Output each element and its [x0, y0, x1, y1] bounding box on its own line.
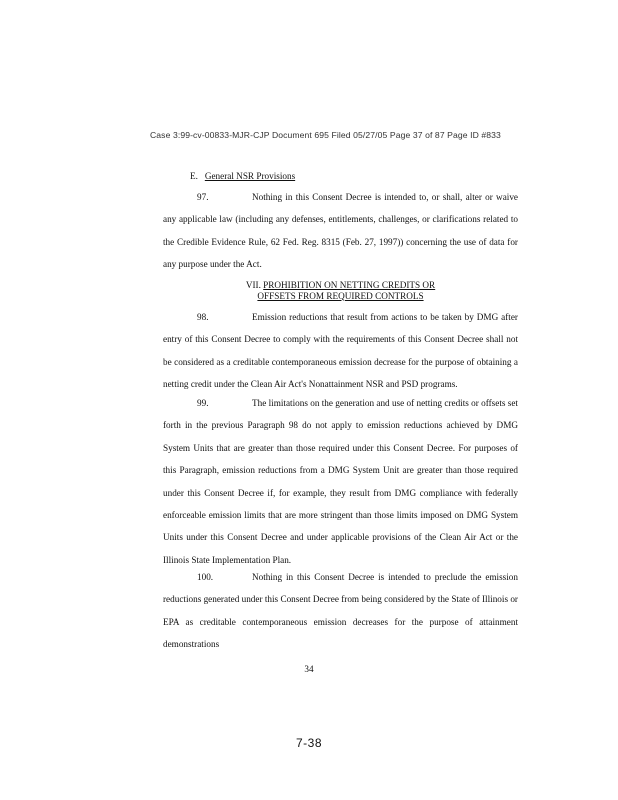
subsection-title: General NSR Provisions [204, 171, 296, 181]
paragraph-text: Emission reductions that result from actions to be taken by DMG after entry of this Consent Decree to comply with the requirements of this Consent Decree shall not be considered as a creditable contemporaneous emission decrease for the purpose of obtaining a netting credit under the Clean Air Act's Nonattainment NSR and PSD programs. [163, 312, 518, 390]
paragraph-97 [163, 186, 518, 276]
section-title-line-1 [163, 280, 518, 291]
court-filing-header: Case 3:99-cv-00833-MJR-CJP Document 695 Filed 05/27/05 Page 37 of 87 Page ID #833 [150, 130, 501, 140]
paragraph-99 [163, 392, 518, 571]
paragraph-100 [163, 566, 518, 656]
paragraph-98 [163, 306, 518, 396]
paragraph-number: 100. [197, 572, 214, 582]
paragraph-number: 99. [197, 398, 209, 408]
section-title-text-1: PROHIBITION ON NETTING CREDITS OR [263, 280, 436, 290]
section-title-line-2: OFFSETS FROM REQUIRED CONTROLS [257, 290, 424, 301]
paragraph-text: The limitations on the generation and use of netting credits or offsets set forth in the previous Paragraph 98 do not apply to emission reductions achieved by DMG System Units that are greater than those required under this Consent Decree. For purposes of this Paragraph, emission reductions from a DMG System Unit are greater than those required under this Consent Decree if, for example, they result from DMG compliance with federally enforceable emission limits that are more stringent than those limits imposed on DMG System Units under this Consent Decree and under applicable provisions of the Clean Air Act or the Illinois State Implementation Plan. [163, 398, 518, 565]
footer-page-number: 7-38 [295, 736, 323, 750]
subsection-label: E. [190, 171, 198, 181]
subsection-heading [190, 171, 295, 181]
paragraph-number: 97. [197, 192, 209, 202]
section-number: VII. [245, 280, 261, 290]
paragraph-text: Nothing in this Consent Decree is intended to preclude the emission reductions generated under this Consent Decree from being considered by the State of Illinois or EPA as creditable contemporaneous emission decreases for the purpose of attainment demonstrations [163, 572, 518, 650]
page-number: 34 [304, 664, 314, 674]
section-heading [163, 280, 518, 301]
paragraph-number: 98. [197, 312, 209, 322]
paragraph-text: Nothing in this Consent Decree is intended to, or shall, alter or waive any applicable law (including any defenses, entitlements, challenges, or clarifications related to the Credible Evidence Rule, 62 Fed. Reg. 8315 (Feb. 27, 1997)) concerning the use of data for any purpose under the Act. [163, 192, 518, 270]
